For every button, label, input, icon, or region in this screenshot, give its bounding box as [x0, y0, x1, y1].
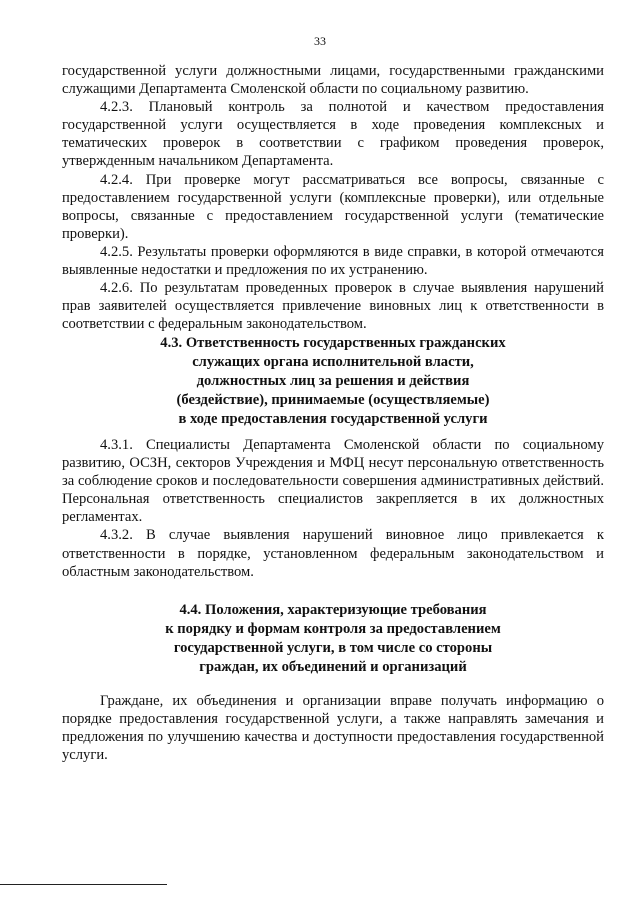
- paragraph-4-2-5: 4.2.5. Результаты проверки оформляются в виде справки, в которой отмечаются выявленные недостатки и предложения по их устранению.: [62, 243, 604, 279]
- heading-line: служащих органа исполнительной власти,: [192, 354, 474, 370]
- section-4-4-heading: [62, 601, 604, 677]
- heading-line: должностных лиц за решения и действия: [196, 373, 470, 389]
- paragraph-4-4: Граждане, их объединения и организации вправе получать информацию о порядке предоставления государственной услуги, а также направлять замечания и предложения по улучшению качества и доступности предоставления государственной услуги.: [62, 693, 604, 764]
- paragraph: государственной услуги должностными лицами, государственными гражданскими служащими Департамента Смоленской области по социальному развитию.: [62, 63, 604, 98]
- paragraph-4-3-1: 4.3.1. Специалисты Департамента Смоленской области по социальному развитию, ОСЗН, секторов Учреждения и МФЦ несут персональную ответственность за соблюдение сроков и последовательности совершения административных действий. Персональная ответственность специалистов закрепляется в их должностных регламентах.: [62, 437, 604, 526]
- section-4-4-body: [62, 692, 604, 764]
- section-4-3-heading: [62, 334, 604, 429]
- paragraph-4-3-2: 4.3.2. В случае выявления нарушений виновное лицо привлекается к ответственности в порядке, установленном федеральным законодательством и областным законодательством.: [62, 527, 604, 580]
- paragraph-4-2-4: 4.2.4. При проверке могут рассматриваться все вопросы, связанные с предоставлением государственной услуги (комплексные проверки), или отдельные вопросы, связанные с предоставлением государственной услуги (тематические проверки).: [62, 171, 604, 242]
- page-number: 33: [314, 34, 326, 48]
- heading-line: 4.4. Положения, характеризующие требования: [179, 602, 487, 618]
- paragraph-4-2-6: 4.2.6. По результатам проведенных проверок в случае выявления нарушений прав заявителей осуществляется привлечение виновных лиц к ответственности в соответствии с федеральным законодательством.: [62, 280, 604, 333]
- heading-line: (бездействие), принимаемые (осуществляемые): [176, 392, 490, 408]
- heading-line: к порядку и формам контроля за предоставлением: [165, 621, 501, 637]
- section-4-3-body: [62, 436, 604, 581]
- heading-line: государственной услуги, в том числе со стороны: [173, 640, 493, 656]
- footnote-divider: [0, 884, 167, 885]
- heading-line: 4.3. Ответственность государственных гражданских: [160, 335, 506, 351]
- heading-line: в ходе предоставления государственной услуги: [178, 411, 488, 427]
- section-4-2-continuation: [62, 62, 604, 333]
- heading-line: граждан, их объединений и организаций: [199, 659, 467, 675]
- paragraph-4-2-3: 4.2.3. Плановый контроль за полнотой и качеством предоставления государственной услуги осуществляется в ходе проведения комплексных и тематических проверок в соответствии с графиком проведения проверок, утвержденным начальником Департамента.: [62, 99, 604, 170]
